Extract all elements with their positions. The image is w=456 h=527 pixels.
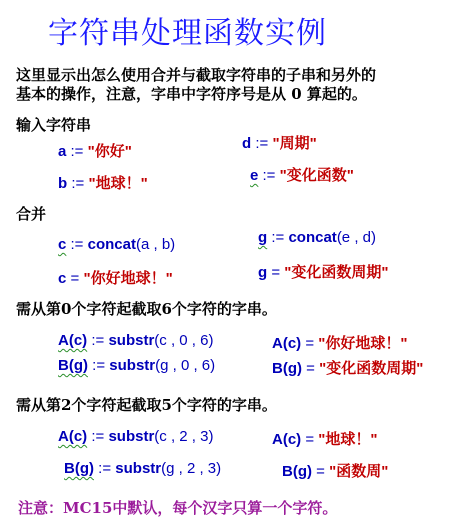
- section-substr0-heading: 需从第0个字符起截取6个字符的字串。: [16, 300, 277, 318]
- substr0-B-def[interactable]: [58, 357, 215, 374]
- substr0-B-result[interactable]: [272, 357, 423, 378]
- lhs-A: A(c): [272, 335, 302, 352]
- lhs-B: B(g): [272, 360, 302, 377]
- concat-args: (a , b): [135, 236, 176, 253]
- assign-op: :=: [255, 135, 269, 152]
- section-input-heading: 输入字符串: [16, 116, 92, 134]
- concat-c-result[interactable]: [58, 267, 173, 288]
- intro-line-2: 基本的操作，注意，字串中字符序号是从 0 算起的。: [16, 85, 367, 103]
- substr-fn: substr: [108, 332, 155, 349]
- assign-op: :=: [91, 332, 105, 349]
- substr2-A-def[interactable]: [58, 428, 213, 445]
- result-B: "函数周": [329, 463, 389, 480]
- substr-fn: substr: [108, 428, 155, 445]
- substr-args: (c , 2 , 3): [154, 428, 214, 445]
- equals-op: =: [306, 360, 315, 377]
- lhs-B: B(g): [282, 463, 312, 480]
- assign-op: :=: [91, 428, 105, 445]
- substr2-B-def[interactable]: [64, 460, 221, 477]
- result-g: "变化函数周期": [284, 264, 389, 281]
- substr0-A-def[interactable]: [58, 332, 213, 349]
- concat-g-result[interactable]: [258, 261, 389, 282]
- lhs-B: B(g): [64, 460, 94, 477]
- def-a[interactable]: [58, 140, 132, 161]
- equals-op: =: [70, 270, 80, 287]
- assign-op: :=: [98, 460, 112, 477]
- note-text: 注意：MC15中默认，每个汉字只算一个字符。: [18, 499, 338, 517]
- result-c: "你好地球！": [83, 270, 173, 287]
- concat-fn: concat: [288, 229, 337, 246]
- intro-line-1: 这里显示出怎么使用合并与截取字符串的子串和另外的: [16, 66, 377, 84]
- concat-args: (e , d): [336, 229, 376, 246]
- var-e: e: [250, 167, 259, 184]
- value-e: "变化函数": [279, 167, 354, 184]
- value-a: "你好": [87, 143, 132, 160]
- result-B: "变化函数周期": [319, 360, 424, 377]
- def-d[interactable]: [242, 132, 317, 153]
- concat-g-def[interactable]: [258, 229, 376, 246]
- assign-op: :=: [262, 167, 276, 184]
- result-A: "你好地球！": [318, 335, 408, 352]
- substr-args: (g , 0 , 6): [155, 357, 216, 374]
- var-d: d: [242, 135, 252, 152]
- intro-text: [16, 66, 376, 104]
- value-b: "地球！": [88, 175, 148, 192]
- equals-op: =: [271, 264, 281, 281]
- page-title: 字符串处理函数实例: [48, 16, 327, 51]
- assign-op: :=: [271, 229, 285, 246]
- result-A: "地球！": [318, 431, 378, 448]
- lhs-g: g: [258, 264, 268, 281]
- def-b[interactable]: [58, 172, 148, 193]
- assign-op: :=: [71, 175, 85, 192]
- var-b: b: [58, 175, 68, 192]
- var-a: a: [58, 143, 67, 160]
- substr2-B-result[interactable]: [282, 460, 388, 481]
- assign-op: :=: [92, 357, 106, 374]
- value-d: "周期": [272, 135, 317, 152]
- concat-c-def[interactable]: [58, 236, 175, 253]
- def-e[interactable]: [250, 164, 354, 185]
- assign-op: :=: [70, 236, 84, 253]
- substr-fn: substr: [115, 460, 162, 477]
- equals-op: =: [305, 335, 315, 352]
- substr-args: (c , 0 , 6): [154, 332, 214, 349]
- lhs-A: A(c): [58, 428, 88, 445]
- lhs-A: A(c): [272, 431, 302, 448]
- equals-op: =: [316, 463, 325, 480]
- assign-op: :=: [70, 143, 84, 160]
- section-substr2-heading: 需从第2个字符起截取5个字符的字串。: [16, 396, 277, 414]
- lhs-c: c: [58, 270, 67, 287]
- substr-args: (g , 2 , 3): [161, 460, 222, 477]
- lhs-B: B(g): [58, 357, 88, 374]
- substr-fn: substr: [109, 357, 156, 374]
- section-concat-heading: 合并: [16, 205, 47, 223]
- lhs-A: A(c): [58, 332, 88, 349]
- lhs-c: c: [58, 236, 67, 253]
- equals-op: =: [305, 431, 315, 448]
- lhs-g: g: [258, 229, 268, 246]
- substr2-A-result[interactable]: [272, 428, 378, 449]
- substr0-A-result[interactable]: [272, 332, 408, 353]
- concat-fn: concat: [87, 236, 136, 253]
